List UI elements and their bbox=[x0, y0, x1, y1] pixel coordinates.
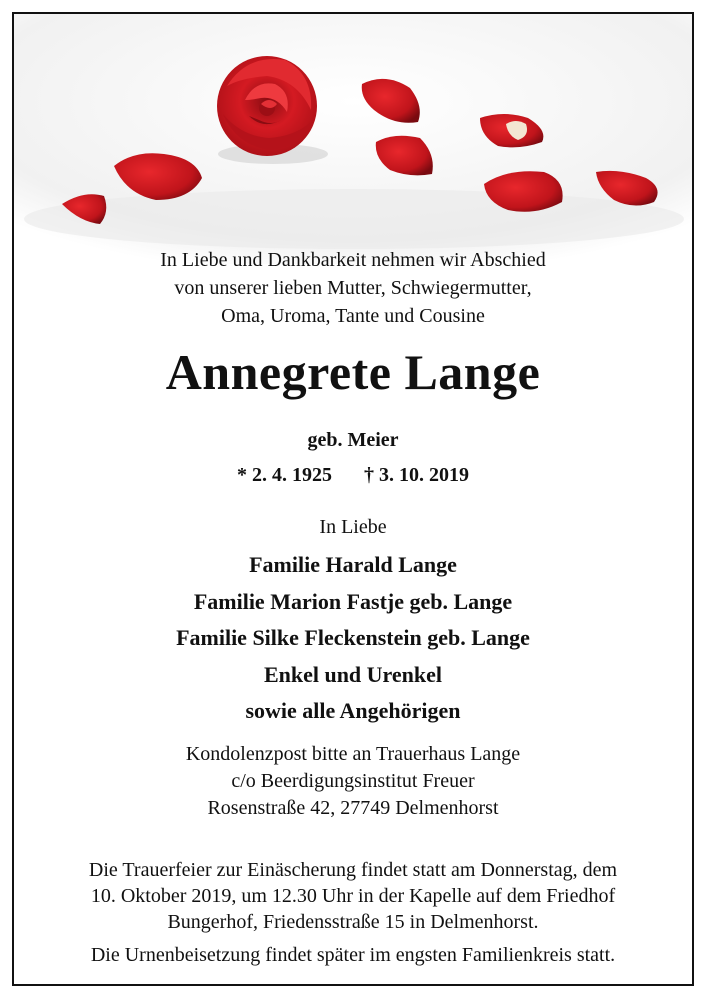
ceremony-info bbox=[14, 857, 692, 935]
mourner-line: sowie alle Angehörigen bbox=[245, 698, 461, 723]
intro-text bbox=[14, 246, 692, 330]
obituary-frame bbox=[12, 12, 694, 986]
intro-line: Oma, Uroma, Tante und Cousine bbox=[221, 305, 485, 327]
deceased-name: Annegrete Lange bbox=[165, 344, 541, 400]
maiden-name: geb. Meier bbox=[307, 429, 399, 451]
death-date: † 3. 10. 2019 bbox=[364, 464, 469, 486]
birth-date: * 2. 4. 1925 bbox=[237, 464, 332, 486]
ceremony-line: Bungerhof, Friedensstraße 15 in Delmenhorst. bbox=[167, 911, 539, 933]
condolence-line: Rosenstraße 42, 27749 Delmenhorst bbox=[207, 797, 499, 819]
mourner-line: Enkel und Urenkel bbox=[263, 661, 443, 687]
intro-line: In Liebe und Dankbarkeit nehmen wir Abschied bbox=[160, 249, 546, 271]
condolence-address bbox=[14, 741, 692, 822]
rose-petals-image bbox=[14, 14, 692, 264]
life-dates bbox=[14, 460, 692, 490]
in-love-label: In Liebe bbox=[319, 516, 387, 538]
ceremony-line: 10. Oktober 2019, um 12.30 Uhr in der Kapelle auf dem Friedhof bbox=[90, 885, 616, 907]
mourner-line: Familie Marion Fastje geb. Lange bbox=[193, 588, 513, 614]
mourner-line: Familie Silke Fleckenstein geb. Lange bbox=[176, 625, 530, 650]
condolence-line: c/o Beerdigungsinstitut Freuer bbox=[231, 770, 475, 792]
mourners-list bbox=[14, 547, 692, 730]
intro-line: von unserer lieben Mutter, Schwiegermutter, bbox=[174, 277, 532, 299]
condolence-line: Kondolenzpost bitte an Trauerhaus Lange bbox=[185, 743, 521, 765]
ceremony-line: Die Trauerfeier zur Einäscherung findet statt am Donnerstag, dem bbox=[88, 859, 618, 881]
mourner-line: Familie Harald Lange bbox=[249, 552, 457, 577]
burial-info: Die Urnenbeisetzung findet später im engsten Familienkreis statt. bbox=[90, 944, 616, 966]
